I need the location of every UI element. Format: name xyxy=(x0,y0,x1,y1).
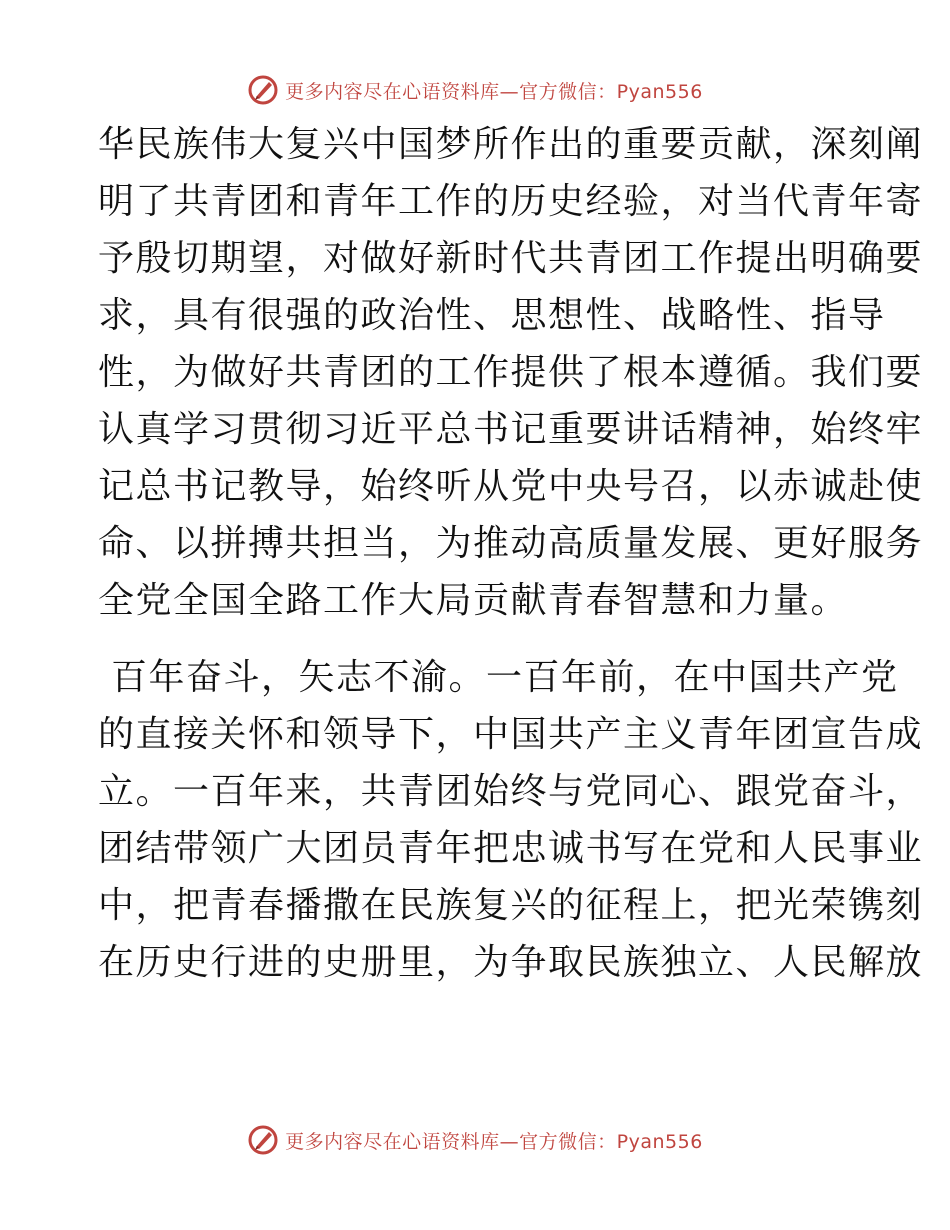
paragraph-1 xyxy=(98,124,924,621)
text-line: 明了共青团和青年工作的历史经验，对当代青年寄 xyxy=(98,181,924,222)
text-line: 认真学习贯彻习近平总书记重要讲话精神，始终牢 xyxy=(98,409,924,450)
text-line: 团结带领广大团员青年把忠诚书写在党和人民事业 xyxy=(98,828,924,869)
text-line: 全党全国全路工作大局贡献青春智慧和力量。 xyxy=(98,580,849,621)
text-line: 求，具有很强的政治性、思想性、战略性、指导 xyxy=(98,295,886,336)
text-line: 性，为做好共青团的工作提供了根本遵循。我们要 xyxy=(98,352,924,393)
text-line: 立。一百年来，共青团始终与党同心、跟党奋斗， xyxy=(98,771,924,812)
header-watermark-text: 更多内容尽在心语资料库—官方微信：Pyan556 xyxy=(285,80,703,103)
text-line: 命、以拼搏共担当，为推动高质量发展、更好服务 xyxy=(98,523,924,564)
text-line: 华民族伟大复兴中国梦所作出的重要贡献，深刻阐 xyxy=(98,124,924,165)
paragraph-2 xyxy=(98,657,924,983)
text-line: 百年奋斗，矢志不渝。一百年前，在中国共产党 xyxy=(98,657,899,698)
quill-pen-logo-icon xyxy=(247,1124,279,1156)
footer-watermark xyxy=(0,1120,950,1160)
text-line: 在历史行进的史册里，为争取民族独立、人民解放 xyxy=(98,942,924,983)
paragraph-gap xyxy=(98,639,858,659)
document-body xyxy=(98,124,924,1001)
text-line: 记总书记教导，始终听从党中央号召，以赤诚赴使 xyxy=(98,466,924,507)
header-watermark xyxy=(0,70,950,110)
text-line: 中，把青春播撒在民族复兴的征程上，把光荣镌刻 xyxy=(98,885,924,926)
text-line: 的直接关怀和领导下，中国共产主义青年团宣告成 xyxy=(98,714,924,755)
text-line: 予殷切期望，对做好新时代共青团工作提出明确要 xyxy=(98,238,924,279)
footer-watermark-text: 更多内容尽在心语资料库—官方微信：Pyan556 xyxy=(285,1130,703,1153)
quill-pen-logo-icon xyxy=(247,74,279,106)
